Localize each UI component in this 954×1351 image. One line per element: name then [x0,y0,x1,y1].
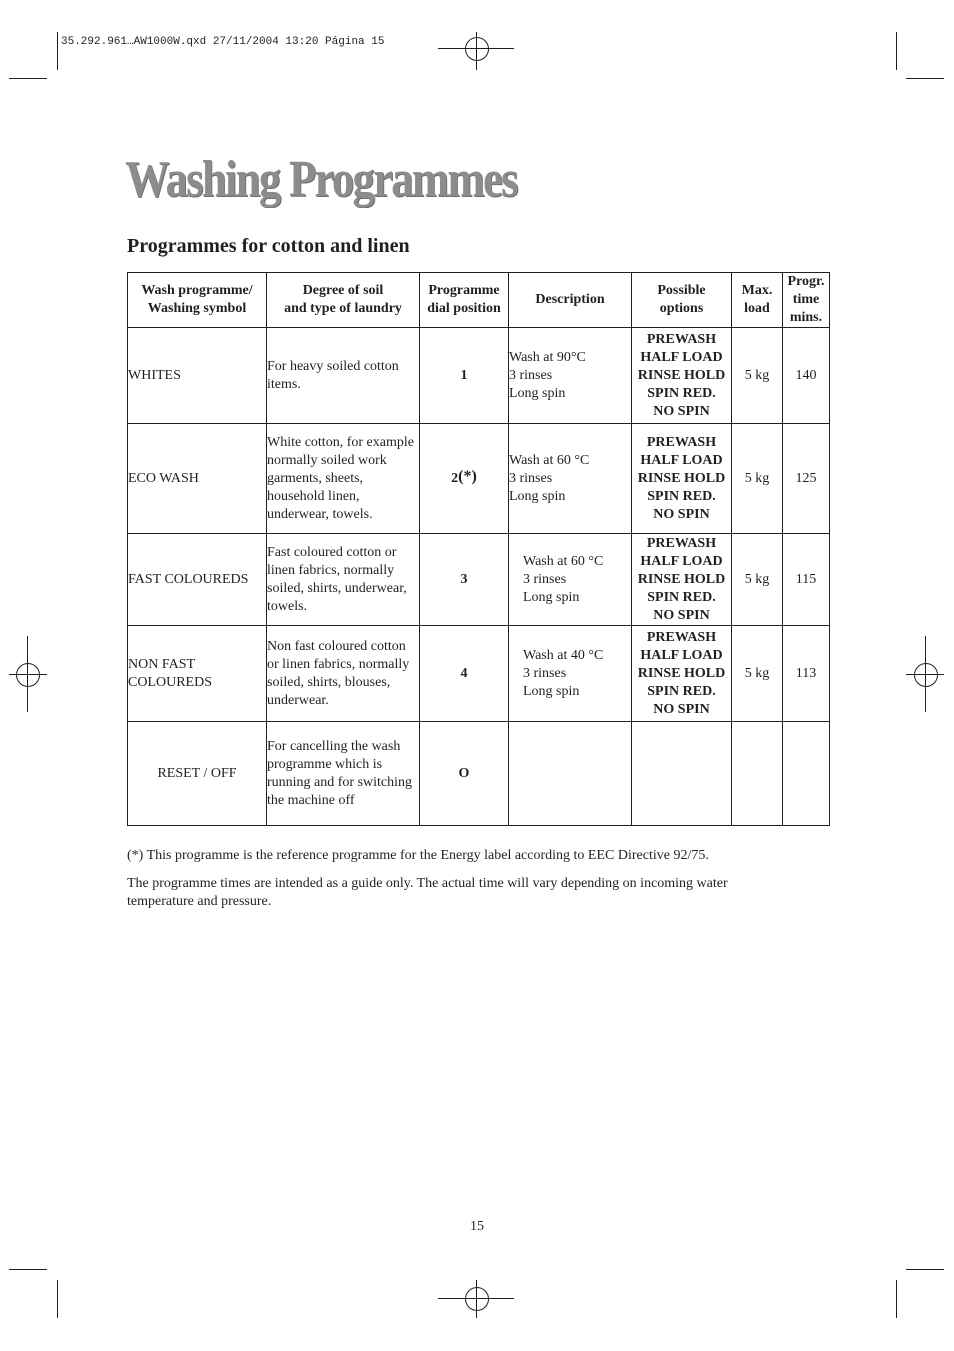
times-note: The programme times are intended as a guide only. The actual time will vary depending on incoming water temperature and pressure. [127,876,728,909]
dial-position: 2(*) [420,424,509,534]
table-row [128,328,830,424]
crop-mark [57,1280,58,1318]
table-row [128,424,830,534]
soil-description: White cotton, for example normally soiled work garments, sheets, household linen, underwear, towels. [267,424,420,534]
possible-options: PREWASH HALF LOAD RINSE HOLD SPIN RED. NO SPIN [632,328,732,424]
possible-options: PREWASH HALF LOAD RINSE HOLD SPIN RED. NO SPIN [632,534,732,626]
max-load [732,722,783,826]
crop-mark [57,32,58,70]
soil-description: For heavy soiled cotton items. [267,328,420,424]
programme-time [783,722,830,826]
table-header-row [128,273,830,328]
crop-mark [896,1280,897,1318]
header-soil: Degree of soil and type of laundry [267,273,420,328]
possible-options: PREWASH HALF LOAD RINSE HOLD SPIN RED. NO SPIN [632,626,732,722]
programme-table [127,272,830,826]
table-row [128,722,830,826]
crop-mark [896,32,897,70]
max-load: 5 kg [732,626,783,722]
header-options: Possible options [632,273,732,328]
programme-name: ECO WASH [128,424,267,534]
programme-description: Wash at 40 °C 3 rinses Long spin [509,626,632,722]
programme-name: NON FAST COLOUREDS [128,626,267,722]
programme-time: 113 [783,626,830,722]
dial-position: 4 [420,626,509,722]
possible-options: PREWASH HALF LOAD RINSE HOLD SPIN RED. NO SPIN [632,424,732,534]
programme-name: FAST COLOUREDS [128,534,267,626]
max-load: 5 kg [732,328,783,424]
possible-options [632,722,732,826]
section-title: Programmes for cotton and linen [127,235,410,257]
programme-description: Wash at 90°C 3 rinses Long spin [509,328,632,424]
header-programme: Wash programme/ Washing symbol [128,273,267,328]
footnote: (*) This programme is the reference programme for the Energy label according to EEC Directive 92/75. [127,848,709,863]
programme-description [509,722,632,826]
programme-time: 140 [783,328,830,424]
programme-time: 125 [783,424,830,534]
programme-name: RESET / OFF [128,722,267,826]
crop-mark [906,1269,944,1270]
crop-mark [9,1269,47,1270]
crop-mark [906,78,944,79]
programme-time: 115 [783,534,830,626]
header-dial: Programme dial position [420,273,509,328]
table-row [128,534,830,626]
max-load: 5 kg [732,424,783,534]
soil-description: Fast coloured cotton or linen fabrics, normally soiled, shirts, underwear, towels. [267,534,420,626]
soil-description: Non fast coloured cotton or linen fabrics, normally soiled, shirts, blouses, underwear. [267,626,420,722]
dial-position: 1 [420,328,509,424]
table-row [128,626,830,722]
header-time: Progr. time mins. [783,273,830,328]
soil-description: For cancelling the wash programme which is running and for switching the machine off [267,722,420,826]
dial-position: O [420,722,509,826]
page-number: 15 [470,1219,484,1234]
header-description: Description [509,273,632,328]
max-load: 5 kg [732,534,783,626]
print-slug: 35.292.961…AW1000W.qxd 27/11/2004 13:20 Página 15 [61,36,385,48]
programme-description: Wash at 60 °C 3 rinses Long spin [509,534,632,626]
header-load: Max. load [732,273,783,328]
crop-mark [9,78,47,79]
page-title: Washing Programmes [125,151,517,208]
dial-position: 3 [420,534,509,626]
programme-name: WHITES [128,328,267,424]
programme-description: Wash at 60 °C 3 rinses Long spin [509,424,632,534]
